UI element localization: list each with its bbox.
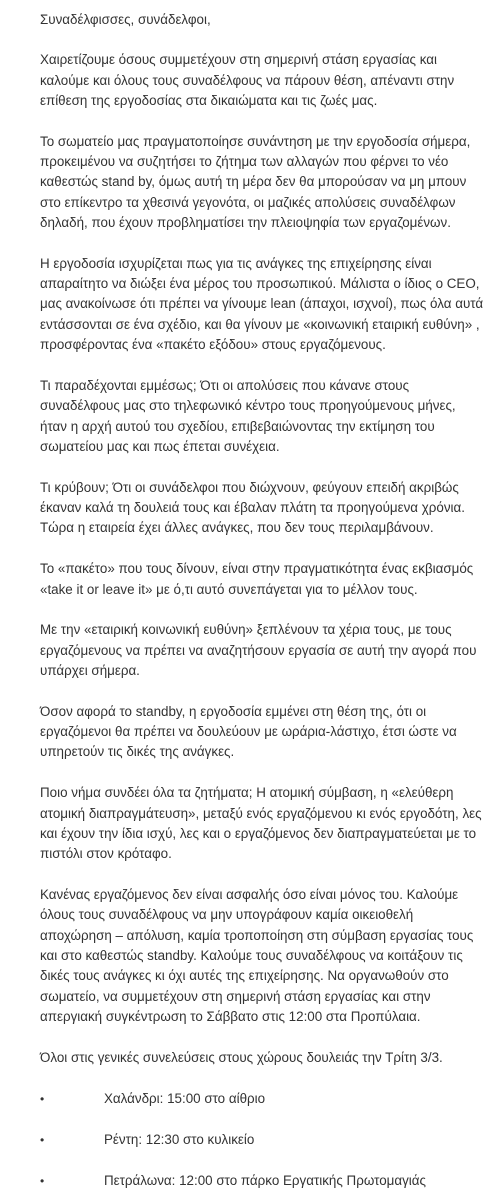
paragraph-3: Η εργοδοσία ισχυρίζεται πως για τις ανάγκες της επιχείρησης είναι απαραίτητο να διώξει ένα μέρος του προσωπικού. Μάλιστα ο ίδιος ο CEO, μας ανακοίνωσε ότι πρέπει να γίνουμε lean (άπαχοι, ισχνοί), πως όλα αυτά εντάσσονται σε ένα σχέδιο, και θα γίνουν με «κοινωνική εταιρική ευθύνη» , προσφέροντας ένα «πακέτο εξόδου» στους εργαζόμενους. bbox=[40, 255, 484, 353]
list-item-text: Χαλάνδρι: 15:00 στο αίθριο bbox=[104, 1090, 266, 1106]
bullet-icon: • bbox=[40, 1133, 45, 1147]
paragraph-8: Όσον αφορά το standby, η εργοδοσία εμμένει στη θέση της, ότι οι εργαζόμενοι θα πρέπει να δουλεύουν με ωράρια-λάστιχο, έτσι ώστε να υπηρετούν τις δικές της ανάγκες. bbox=[40, 703, 457, 760]
list-item bbox=[40, 1089, 485, 1109]
bullet-icon: • bbox=[40, 1174, 45, 1189]
list-item bbox=[40, 1130, 485, 1150]
paragraph-5: Τι κρύβουν; Ότι οι συνάδελφοι που διώχνουν, φεύγουν επειδή ακριβώς έκαναν καλά τη δουλειά τους και έβαλαν πλάτη τα προηγούμενα χρόνια. Τώρα η εταιρεία έχει άλλες ανάγκες, που δεν τους περιλαμβάνουν. bbox=[40, 479, 465, 536]
paragraph-4: Τι παραδέχονται εμμέσως; Ότι οι απολύσεις που κάνανε στους συναδέλφους μας στο τηλεφωνικό κέντρο τους προηγούμενους μήνες, ήταν η αρχή αυτού του σχεδίου, επιβεβαιώνοντας την εκτίμηση του σωματείου μας και πως έπεται συνέχεια. bbox=[40, 377, 456, 454]
assembly-list bbox=[40, 1089, 485, 1192]
list-item-text: Πετράλωνα: 12:00 στο πάρκο Εργατικής Πρωτομαγιάς bbox=[104, 1173, 426, 1189]
paragraph-11: Όλοι στις γενικές συνελεύσεις στους χώρους δουλειάς την Τρίτη 3/3. bbox=[40, 1049, 443, 1065]
paragraph-1: Χαιρετίζουμε όσους συμμετέχουν στη σημερινή στάση εργασίας και καλούμε και όλους τους συναδέλφους να πάρουν θέση, απέναντι στην επίθεση της εργοδοσίας στα δικαιώματα και τις ζωές μας. bbox=[40, 52, 455, 108]
paragraph-10: Κανένας εργαζόμενος δεν είναι ασφαλής όσο είναι μόνος του. Καλούμε όλους τους συναδέλφους να μην υπογράφουν καμία οικειοθελή αποχώρηση – απόλυση, καμία τροποποίηση στη σύμβαση εργασίας τους και στο καθεστώς standby. Καλούμε τους συναδέλφους να κοιτάξουν τις δικές τους ανάγκες κι όχι αυτές της επιχείρησης. Να οργανωθούν στο σωματείο, να συμμετέχουν στη σημερινή στάση εργασίας και στην απεργιακή συγκέντρωση το Σάββατο στις 12:00 στα Προπύλαια. bbox=[40, 887, 474, 1024]
paragraph-9: Ποιο νήμα συνδέει όλα τα ζητήματα; Η ατομική σύμβαση, η «ελεύθερη ατομική διαπραγμάτευση», μεταξύ ενός εργαζόμενου κι ενός εργοδότη, λες και έχουν την ίδια ισχύ, λες και ο εργαζόμενος δεν διαπραγματεύεται με το πιστόλι στον κρόταφο. bbox=[40, 785, 482, 862]
paragraph-7: Με την «εταιρική κοινωνική ευθύνη» ξεπλένουν τα χέρια τους, με τους εργαζόμενους να πρέπει να αναζητήσουν εργασία σε αυτή την αγορά που υπάρχει σήμερα. bbox=[40, 622, 477, 678]
greeting: Συναδέλφισσες, συνάδελφοι, bbox=[40, 12, 211, 27]
paragraph-6: Το «πακέτο» που τους δίνουν, είναι στην πραγματικότητα ένας εκβιασμός «take it or leave it» με ό,τι αυτό συνεπάγεται για το μέλλον τους. bbox=[40, 561, 474, 597]
list-item-text: Ρέντη: 12:30 στο κυλικείο bbox=[104, 1132, 255, 1147]
list-item bbox=[40, 1171, 485, 1191]
paragraph-2: Το σωματείο μας πραγματοποίησε συνάντηση με την εργοδοσία σήμερα, προκειμένου να συζητήσει το ζήτημα των αλλαγών που φέρνει το νέο καθεστώς stand by, όμως αυτή τη μέρα δεν θα μπορούσαν να μη μπουν στο επίκεντρο τα χθεσινά γεγονότα, οι μαζικές απολύσεις συναδέλφων δηλαδή, που έχουν προβληματίσει την πλειοψηφία των εργαζομένων. bbox=[40, 133, 471, 230]
bullet-icon: • bbox=[40, 1091, 45, 1106]
